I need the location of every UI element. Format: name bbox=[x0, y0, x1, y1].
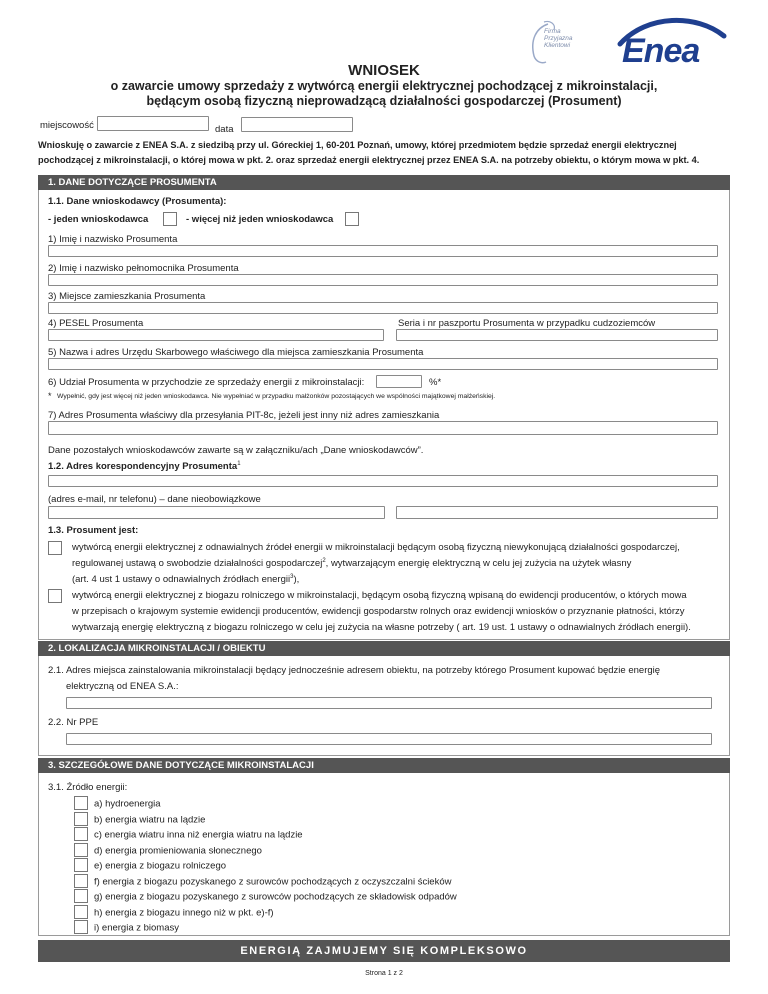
energy-source-label: h) energia z biogazu innego niż w pkt. e)-f) bbox=[94, 907, 274, 919]
energy-source-checkbox[interactable] bbox=[74, 858, 88, 872]
badge-line1: Firma bbox=[544, 28, 561, 35]
f22-label: 2.2. Nr PPE bbox=[48, 717, 99, 728]
energy-source-item bbox=[74, 906, 274, 920]
ppe-number-input[interactable] bbox=[66, 733, 712, 745]
f1-label: 1) Imię i nazwisko Prosumenta bbox=[48, 234, 178, 245]
s12-title-text: 1.2. Adres korespondencyjny Prosumenta bbox=[48, 461, 238, 473]
f4-label: 4) PESEL Prosumenta bbox=[48, 318, 144, 329]
s13-title: 1.3. Prosument jest: bbox=[48, 525, 139, 536]
badge-line3: Klientowi bbox=[544, 42, 571, 49]
footnote-text: Wypełnić, gdy jest więcej niż jeden wnioskodawca. Nie wypełniać w przypadku małżonków pozostających we wspólności majątkowej małżeńskiej. bbox=[57, 393, 496, 400]
f5-label: 5) Nazwa i adres Urzędu Skarbowego właściwego dla miejsca zamieszkania Prosumenta bbox=[48, 347, 424, 358]
page-number: Strona 1 z 2 bbox=[365, 970, 403, 977]
badge-line2: Przyjazna bbox=[544, 35, 573, 42]
footnote-star: * bbox=[48, 391, 52, 401]
energy-source-checkbox[interactable] bbox=[74, 905, 88, 919]
prosument-type-biogas-checkbox[interactable] bbox=[48, 589, 62, 603]
tax-office-input[interactable] bbox=[48, 358, 718, 370]
f21-line1: 2.1. Adres miejsca zainstalowania mikroinstalacji będący jednocześnie adresem obiektu, na potrzeby którego Prosument kupować będzie energię bbox=[48, 665, 661, 676]
opt1-line2 bbox=[72, 558, 631, 569]
energy-source-label: c) energia wiatru inna niż energia wiatru na lądzie bbox=[94, 829, 303, 841]
f3-label: 3) Miejsce zamieszkania Prosumenta bbox=[48, 291, 206, 302]
f2-label: 2) Imię i nazwisko pełnomocnika Prosumenta bbox=[48, 263, 239, 274]
f7-label: 7) Adres Prosumenta właściwy dla przesyłania PIT-8c, jeżeli jest inny niż adres zamieszkania bbox=[48, 410, 440, 421]
energy-source-item bbox=[74, 875, 451, 889]
enea-logo-text: Enea bbox=[622, 32, 700, 70]
energy-source-label: e) energia z biogazu rolniczego bbox=[94, 860, 227, 872]
passport-input[interactable] bbox=[396, 329, 718, 341]
energy-source-label: a) hydroenergia bbox=[94, 798, 161, 810]
footer-slogan: ENERGIĄ ZAJMUJEMY SIĘ KOMPLEKSOWO bbox=[240, 945, 528, 957]
section3-header: 3. SZCZEGÓŁOWE DANE DOTYCZĄCE MIKROINSTALACJI bbox=[38, 758, 730, 773]
page-title: WNIOSEK bbox=[348, 62, 420, 79]
f6-label: 6) Udział Prosumenta w przychodzie ze sprzedaży energii z mikroinstalacji: bbox=[48, 377, 365, 388]
prosument-name-input[interactable] bbox=[48, 245, 718, 257]
energy-source-checkbox[interactable] bbox=[74, 812, 88, 826]
section1-header: 1. DANE DOTYCZĄCE PROSUMENTA bbox=[38, 175, 730, 190]
opt1-sup3: 3 bbox=[290, 574, 294, 580]
energy-source-item bbox=[74, 797, 161, 811]
opt1-line2b: , wytwarzającym energię elektryczną w celu jej zużycia na użytek własny bbox=[325, 558, 632, 570]
pesel-input[interactable] bbox=[48, 329, 384, 341]
one-applicant-checkbox[interactable] bbox=[163, 212, 177, 226]
energy-source-item bbox=[74, 813, 205, 827]
energy-source-checkbox[interactable] bbox=[74, 827, 88, 841]
energy-source-checkbox[interactable] bbox=[74, 874, 88, 888]
prosument-type-renewable-checkbox[interactable] bbox=[48, 541, 62, 555]
intro-line1: Wnioskuję o zawarcie z ENEA S.A. z siedzibą przy ul. Góreckiej 1, 60-201 Poznań, umowy, której przedmiotem będzie sprzedaż energii elektrycznej bbox=[38, 140, 677, 150]
energy-source-label: d) energia promieniowania słonecznego bbox=[94, 845, 262, 857]
opt2-line2: w przepisach o krajowym systemie ewidencji producentów, ewidencji gospodarstw rolnych oraz ewidencji wniosków o przyznanie płatności, którzy bbox=[72, 606, 685, 617]
section2-header: 2. LOKALIZACJA MIKROINSTALACJI / OBIEKTU bbox=[38, 641, 730, 656]
subtitle-line2: będącym osobą fizyczną nieprowadzącą działalności gospodarczej (Prosument) bbox=[146, 94, 622, 108]
share-unit: %* bbox=[429, 377, 442, 388]
s12-title bbox=[48, 461, 241, 472]
opt1-line2a: regulowanej ustawą o swobodzie działalności gospodarczej bbox=[72, 558, 323, 570]
opt1-line3 bbox=[72, 574, 299, 585]
opt2-line3: wytwarzają energię elektryczną z biogazu rolniczego w celu jej zużycia na własne potrzeby ( art. 19 ust. 1 ustawy o odnawialnych źródłach energii). bbox=[72, 622, 691, 633]
opt1-sup2: 2 bbox=[322, 558, 326, 564]
many-applicants-label: - więcej niż jeden wnioskodawca bbox=[186, 214, 334, 225]
others-note: Dane pozostałych wnioskodawców zawarte są w załączniku/ach „Dane wnioskodawców”. bbox=[48, 445, 424, 456]
energy-source-item bbox=[74, 890, 457, 904]
opt2-line1: wytwórcą energii elektrycznej z biogazu rolniczego w mikroinstalacji, będącym osobą fizyczną wpisaną do ewidencji producentów, o których mowa bbox=[72, 590, 687, 601]
many-applicants-checkbox[interactable] bbox=[345, 212, 359, 226]
energy-source-checkbox[interactable] bbox=[74, 796, 88, 810]
date-input[interactable] bbox=[241, 117, 353, 132]
friendly-company-badge bbox=[520, 18, 580, 68]
email-input[interactable] bbox=[48, 506, 385, 519]
opt1-line3a: (art. 4 ust 1 ustawy o odnawialnych źródłach energii bbox=[72, 574, 291, 586]
opt1-line3b: ), bbox=[293, 574, 300, 586]
share-input[interactable] bbox=[376, 375, 422, 388]
s11-title: 1.1. Dane wnioskodawcy (Prosumenta): bbox=[48, 196, 227, 207]
contact-label: (adres e-mail, nr telefonu) – dane nieobowiązkowe bbox=[48, 494, 261, 505]
installation-address-input[interactable] bbox=[66, 697, 712, 709]
place-input[interactable] bbox=[97, 116, 209, 131]
energy-source-label: b) energia wiatru na lądzie bbox=[94, 814, 206, 826]
date-label: data bbox=[215, 124, 234, 135]
energy-source-checkbox[interactable] bbox=[74, 843, 88, 857]
phone-input[interactable] bbox=[396, 506, 718, 519]
energy-source-label: i) energia z biomasy bbox=[94, 922, 180, 934]
f31-label: 3.1. Źródło energii: bbox=[48, 782, 128, 793]
one-applicant-label: - jeden wnioskodawca bbox=[48, 214, 149, 225]
energy-source-label: g) energia z biogazu pozyskanego z surowców pochodzących ze składowisk odpadów bbox=[94, 891, 457, 903]
pit-address-input[interactable] bbox=[48, 421, 718, 435]
opt1-line1: wytwórcą energii elektrycznej z odnawialnych źródeł energii w mikroinstalacji będącym osobą fizyczną niewykonującą działalności gospodarczej, bbox=[72, 542, 680, 553]
energy-source-checkbox[interactable] bbox=[74, 889, 88, 903]
energy-source-item bbox=[74, 859, 226, 873]
residence-input[interactable] bbox=[48, 302, 718, 314]
energy-source-label: f) energia z biogazu pozyskanego z surowców pochodzących z oczyszczalni ścieków bbox=[94, 876, 452, 888]
subtitle-line1: o zawarcie umowy sprzedaży z wytwórcą energii elektrycznej pochodzącej z mikroinstalacji, bbox=[110, 79, 658, 93]
correspondence-address-input[interactable] bbox=[48, 475, 718, 487]
energy-source-item bbox=[74, 844, 262, 858]
s12-sup: 1 bbox=[237, 461, 241, 467]
place-label: miejscowość bbox=[40, 120, 94, 131]
f4b-label: Seria i nr paszportu Prosumenta w przypadku cudzoziemców bbox=[398, 318, 656, 329]
energy-source-item bbox=[74, 828, 303, 842]
intro-line2: pochodzącej z mikroinstalacji, o której mowa w pkt. 2. oraz sprzedaż energii elektrycznej przez ENEA S.A. na potrzeby obiektu, o którym mowa w pkt. 4. bbox=[38, 155, 700, 165]
f21-line2: elektryczną od ENEA S.A.: bbox=[66, 681, 179, 692]
energy-source-checkbox[interactable] bbox=[74, 920, 88, 934]
energy-source-item bbox=[74, 921, 179, 935]
proxy-name-input[interactable] bbox=[48, 274, 718, 286]
